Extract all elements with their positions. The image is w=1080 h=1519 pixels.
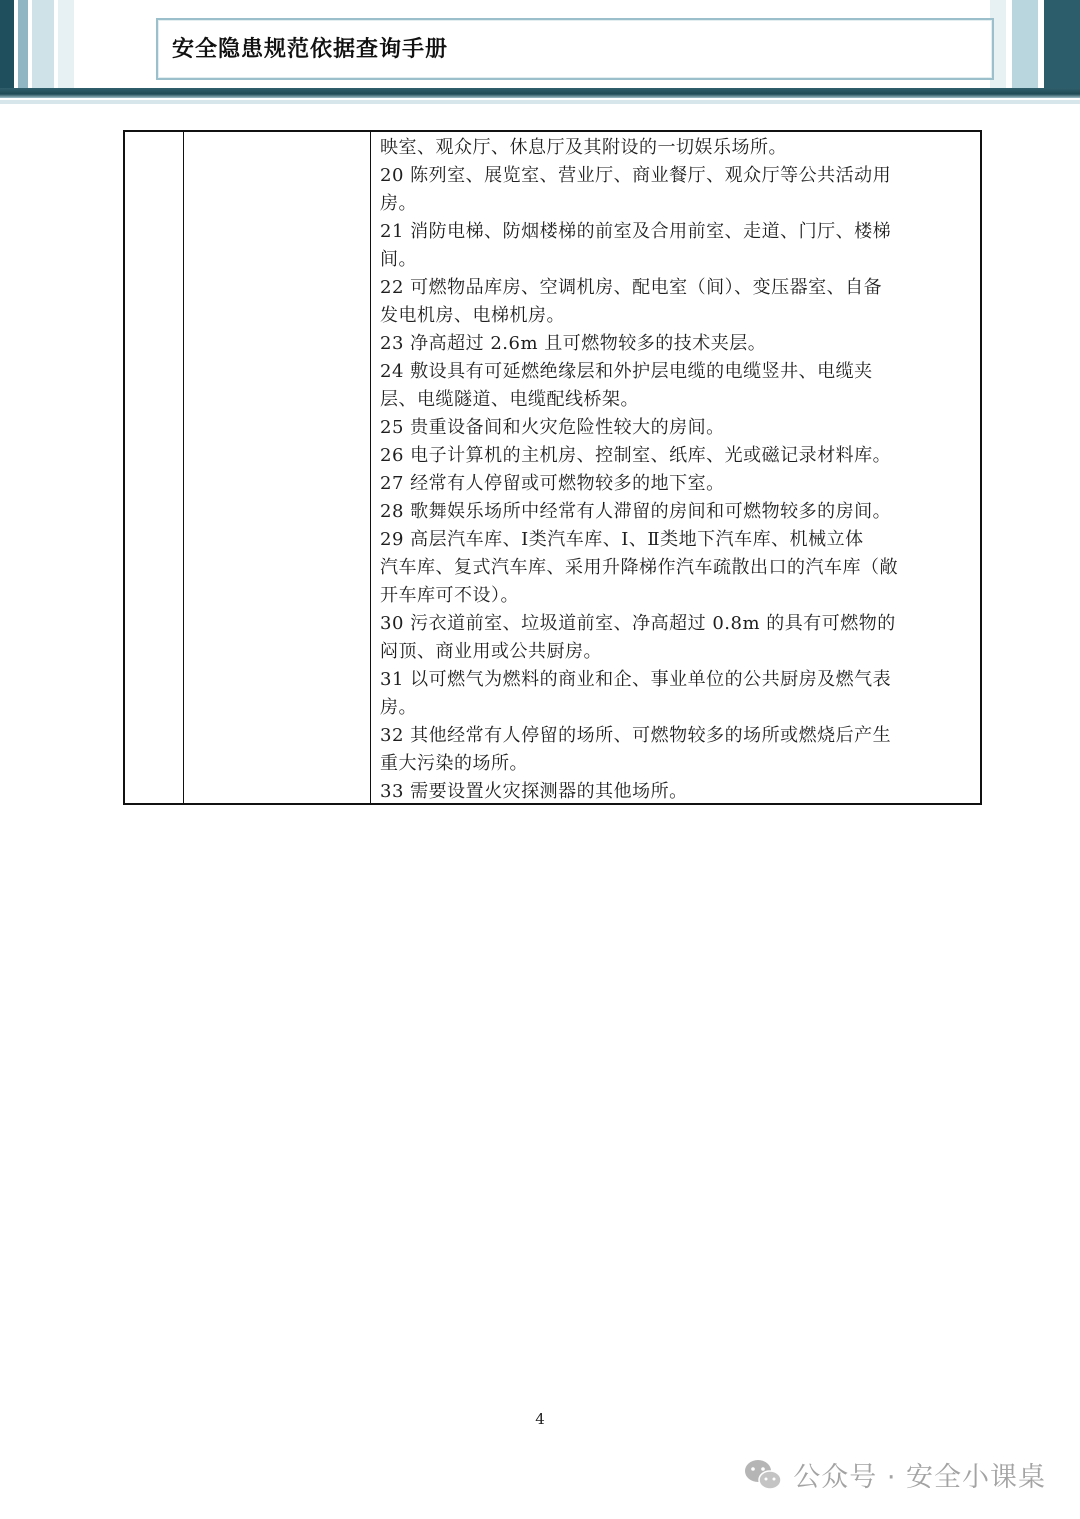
text-line: 映室、观众厅、休息厅及其附设的一切娱乐场所。 xyxy=(380,137,787,158)
text-line: 27 经常有人停留或可燃物较多的地下室。 xyxy=(380,473,725,494)
text-line: 房。 xyxy=(380,697,417,718)
document-title: 安全隐患规范依据查询手册 xyxy=(172,37,449,62)
header-stripe xyxy=(1044,0,1080,88)
text-line: 层、电缆隧道、电缆配线桥架。 xyxy=(380,389,639,410)
text-line: 24 敷设具有可延燃绝缘层和外护层电缆的电缆竖井、电缆夹 xyxy=(380,361,873,382)
text-line: 20 陈列室、展览室、营业厅、商业餐厅、观众厅等公共活动用 xyxy=(380,165,892,186)
text-line: 26 电子计算机的主机房、控制室、纸库、光或磁记录材料库。 xyxy=(380,445,892,466)
text-line: 29 高层汽车库、Ⅰ类汽车库、Ⅰ、Ⅱ类地下汽车库、机械立体 xyxy=(380,529,864,550)
table-column-divider xyxy=(183,132,184,803)
text-line: 25 贵重设备间和火灾危险性较大的房间。 xyxy=(380,417,725,438)
text-line: 间。 xyxy=(380,249,417,270)
header-rule xyxy=(0,88,1080,98)
table-content-cell xyxy=(380,134,976,806)
title-box xyxy=(156,18,994,80)
page-number: 4 xyxy=(535,1410,545,1428)
header-stripe xyxy=(18,0,28,88)
text-line: 开车库可不设）。 xyxy=(380,585,519,606)
text-line: 23 净高超过 2.6m 且可燃物较多的技术夹层。 xyxy=(380,333,767,354)
header-stripe xyxy=(0,0,14,88)
text-line: 重大污染的场所。 xyxy=(380,753,528,774)
text-line: 21 消防电梯、防烟楼梯的前室及合用前室、走道、门厅、楼梯 xyxy=(380,221,892,242)
header-stripe xyxy=(58,0,74,88)
wechat-icon xyxy=(743,1458,783,1492)
text-line: 22 可燃物品库房、空调机房、配电室（间）、变压器室、自备 xyxy=(380,277,883,298)
header-stripe xyxy=(32,0,54,88)
watermark xyxy=(743,1455,1046,1494)
text-line: 28 歌舞娱乐场所中经常有人滞留的房间和可燃物较多的房间。 xyxy=(380,501,892,522)
content-table xyxy=(123,130,982,805)
header-rule-light xyxy=(0,100,1080,104)
text-line: 31 以可燃气为燃料的商业和企、事业单位的公共厨房及燃气表 xyxy=(380,669,892,690)
text-line: 发电机房、电梯机房。 xyxy=(380,305,565,326)
text-line: 33 需要设置火灾探测器的其他场所。 xyxy=(380,781,688,802)
text-line: 房。 xyxy=(380,193,417,214)
header-stripe xyxy=(1012,0,1038,88)
text-line: 汽车库、复式汽车库、采用升降梯作汽车疏散出口的汽车库（敞 xyxy=(380,557,898,578)
page-header xyxy=(0,0,1080,108)
text-line: 30 污衣道前室、垃圾道前室、净高超过 0.8m 的具有可燃物的 xyxy=(380,613,896,634)
table-column-divider xyxy=(370,132,371,803)
text-line: 闷顶、商业用或公共厨房。 xyxy=(380,641,602,662)
text-line: 32 其他经常有人停留的场所、可燃物较多的场所或燃烧后产生 xyxy=(380,725,892,746)
watermark-text: 公众号 · 安全小课桌 xyxy=(793,1462,1046,1493)
